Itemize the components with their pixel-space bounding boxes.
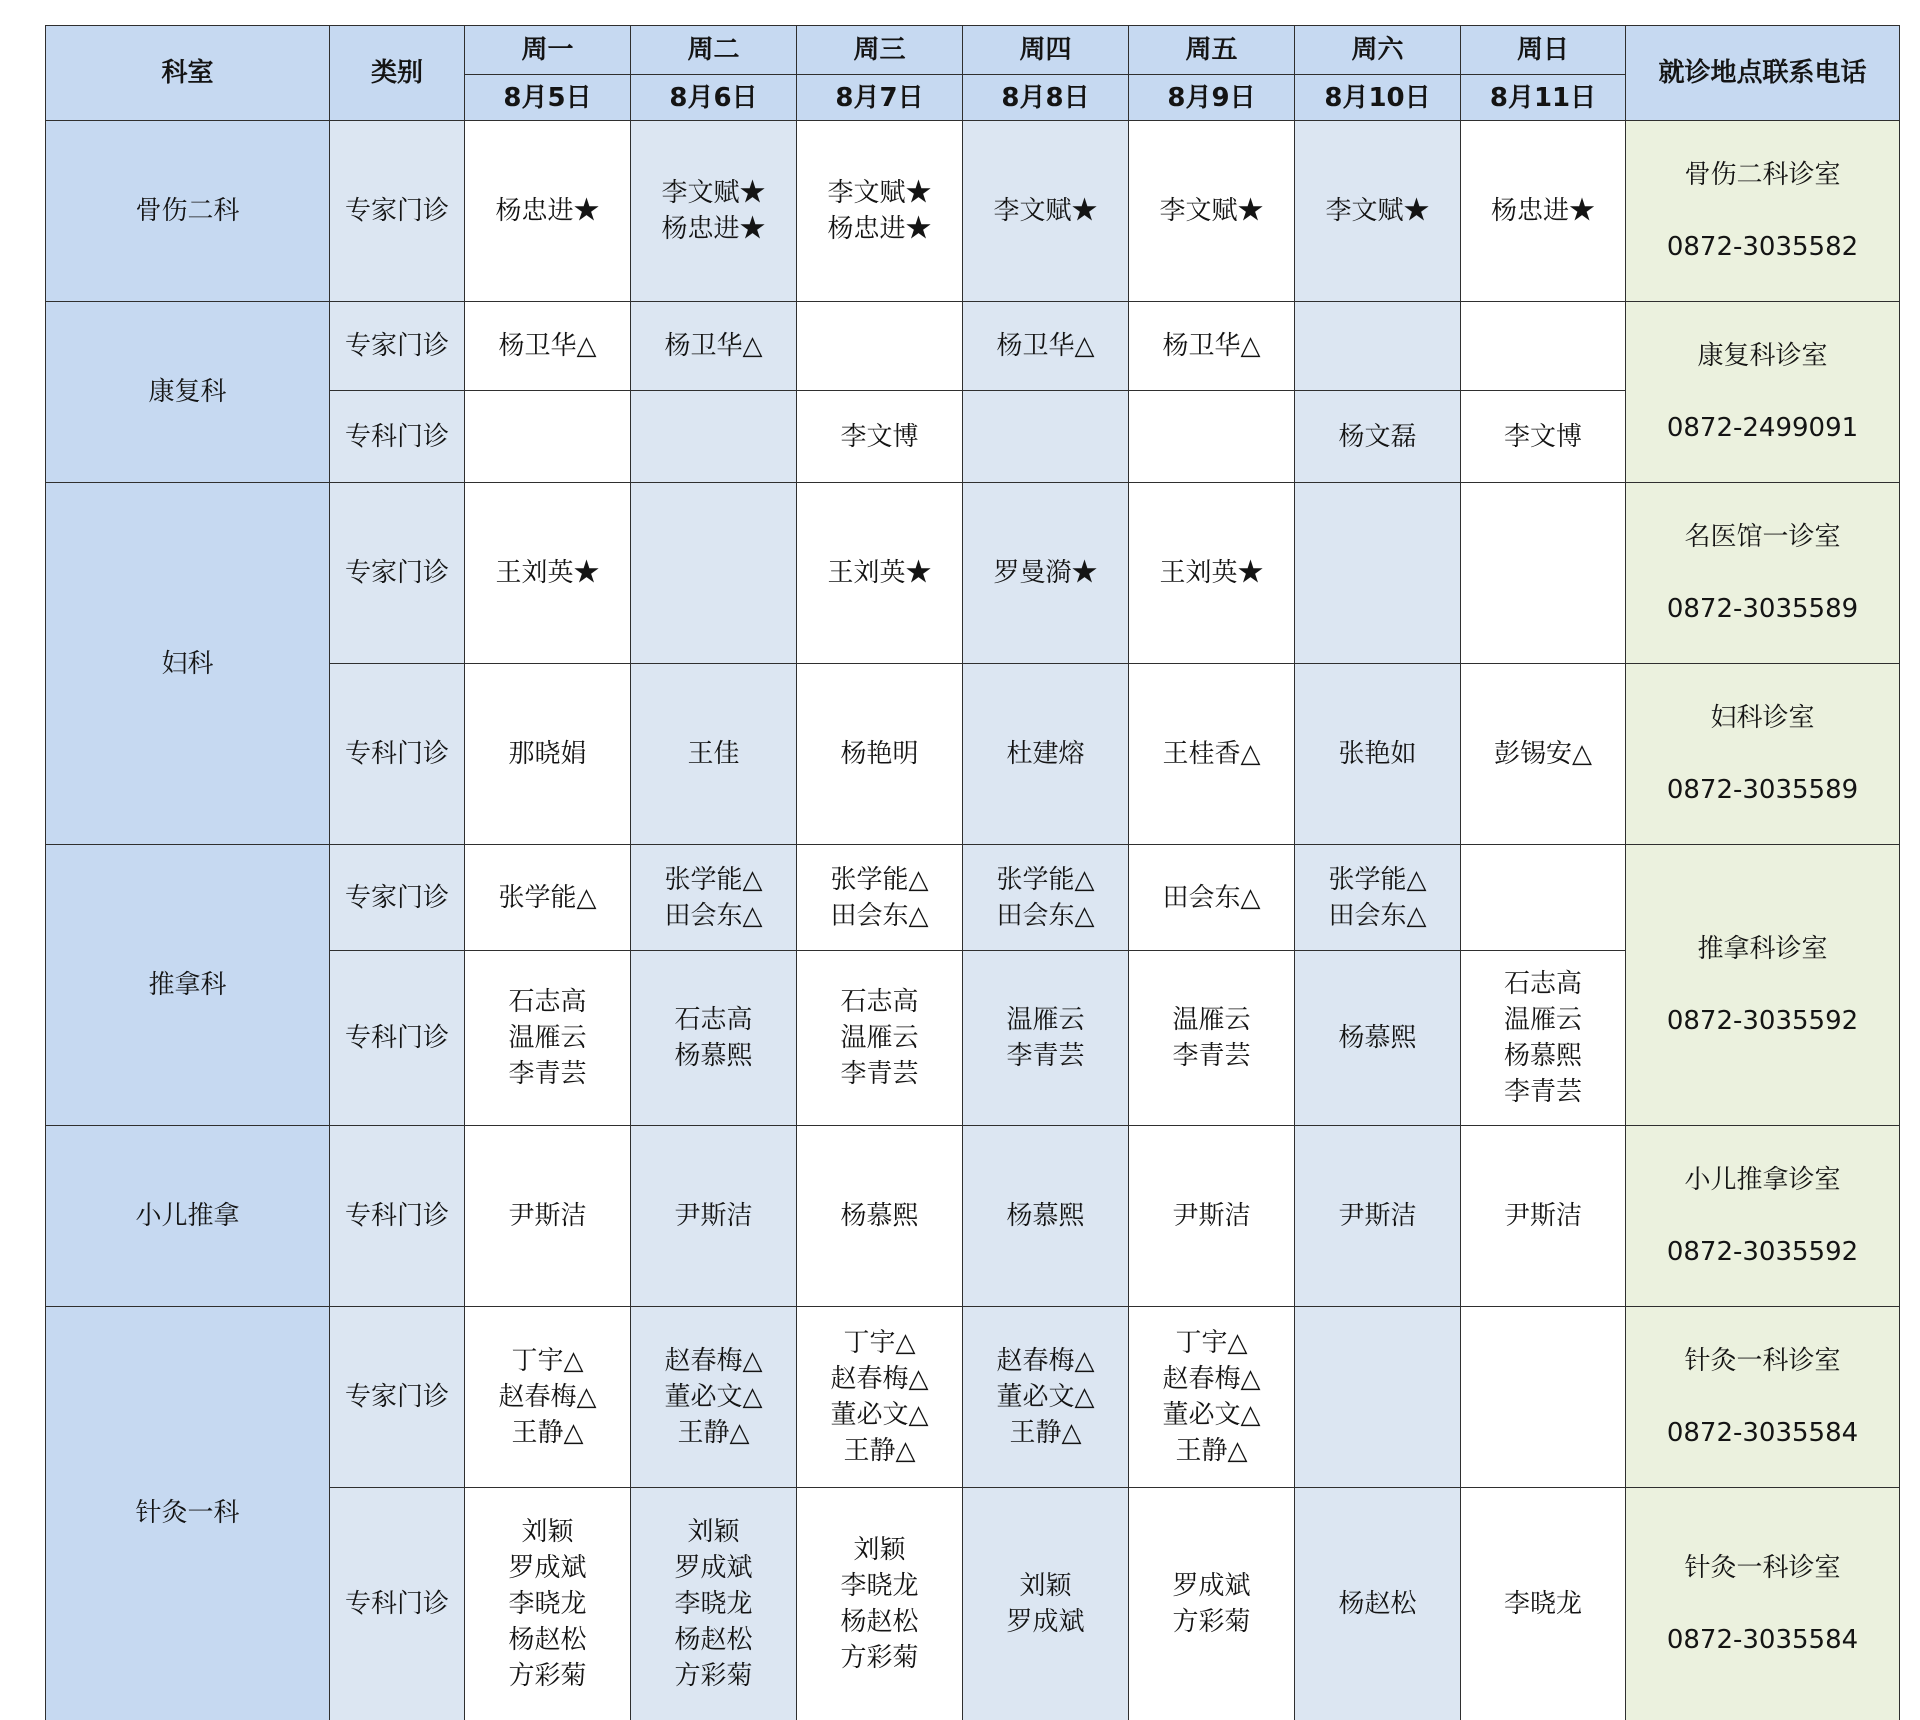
department-name: 针灸一科 [46, 1307, 330, 1720]
phone-number: 0872-3035592 [1666, 1237, 1859, 1267]
department-name: 康复科 [46, 302, 330, 483]
header-date: 8月11日 [1461, 75, 1626, 121]
duty-doctors-sun [1461, 302, 1626, 391]
duty-doctors-thu: 张学能△ 田会东△ [963, 845, 1129, 951]
phone-number: 0872-2499091 [1666, 413, 1859, 443]
duty-doctors-fri: 罗成斌 方彩菊 [1129, 1488, 1295, 1720]
duty-doctors-tue: 刘颖 罗成斌 李晓龙 杨赵松 方彩菊 [631, 1488, 797, 1720]
duty-doctors-sun [1461, 845, 1626, 951]
header-date: 8月7日 [797, 75, 963, 121]
duty-doctors-wed: 刘颖 李晓龙 杨赵松 方彩菊 [797, 1488, 963, 1720]
duty-doctors-wed: 李文赋★ 杨忠进★ [797, 121, 963, 302]
duty-doctors-fri: 田会东△ [1129, 845, 1295, 951]
header-date: 8月10日 [1295, 75, 1461, 121]
clinic-type: 专科门诊 [330, 1126, 465, 1307]
duty-doctors-sat: 尹斯洁 [1295, 1126, 1461, 1307]
duty-doctors-mon: 王刘英★ [465, 483, 631, 664]
table-row [46, 483, 1900, 664]
duty-doctors-mon: 那晓娟 [465, 664, 631, 845]
contact-cell [1626, 664, 1900, 845]
phone-number: 0872-3035589 [1666, 775, 1859, 805]
table-row [46, 302, 1900, 391]
duty-doctors-mon [465, 391, 631, 483]
duty-doctors-mon: 石志高 温雁云 李青芸 [465, 951, 631, 1126]
header-weekday: 周二 [631, 26, 797, 75]
department-name: 推拿科 [46, 845, 330, 1126]
duty-doctors-mon: 刘颖 罗成斌 李晓龙 杨赵松 方彩菊 [465, 1488, 631, 1720]
duty-doctors-tue: 石志高 杨慕熙 [631, 951, 797, 1126]
table-row [46, 121, 1900, 302]
contact-cell [1626, 845, 1900, 1126]
duty-doctors-wed: 石志高 温雁云 李青芸 [797, 951, 963, 1126]
clinic-type: 专科门诊 [330, 1488, 465, 1720]
contact-cell [1626, 1126, 1900, 1307]
duty-doctors-sun: 尹斯洁 [1461, 1126, 1626, 1307]
duty-doctors-sat [1295, 1307, 1461, 1488]
department-name: 妇科 [46, 483, 330, 845]
table-row [46, 1307, 1900, 1488]
header-weekday: 周一 [465, 26, 631, 75]
clinic-type: 专家门诊 [330, 483, 465, 664]
duty-doctors-mon: 尹斯洁 [465, 1126, 631, 1307]
clinic-room: 针灸一科诊室 [1684, 1552, 1841, 1583]
duty-doctors-sat: 李文赋★ [1295, 121, 1461, 302]
header-date: 8月5日 [465, 75, 631, 121]
table-row [46, 845, 1900, 951]
phone-number: 0872-3035584 [1666, 1418, 1859, 1448]
clinic-room: 小儿推拿诊室 [1684, 1165, 1841, 1195]
department-name: 骨伤二科 [46, 121, 330, 302]
clinic-room: 针灸一科诊室 [1684, 1346, 1841, 1376]
clinic-room: 名医馆一诊室 [1684, 522, 1841, 552]
duty-doctors-fri: 杨卫华△ [1129, 302, 1295, 391]
duty-doctors-fri: 李文赋★ [1129, 121, 1295, 302]
duty-doctors-fri: 温雁云 李青芸 [1129, 951, 1295, 1126]
duty-doctors-sat: 张艳如 [1295, 664, 1461, 845]
clinic-room: 康复科诊室 [1697, 341, 1828, 371]
header-weekday: 周四 [963, 26, 1129, 75]
duty-doctors-thu: 杨慕熙 [963, 1126, 1129, 1307]
duty-doctors-thu: 罗曼漪★ [963, 483, 1129, 664]
duty-doctors-tue [631, 391, 797, 483]
phone-number: 0872-3035584 [1666, 1624, 1859, 1655]
duty-doctors-sun: 杨忠进★ [1461, 121, 1626, 302]
duty-doctors-mon: 丁宇△ 赵春梅△ 王静△ [465, 1307, 631, 1488]
clinic-type: 专家门诊 [330, 845, 465, 951]
duty-doctors-thu: 赵春梅△ 董必文△ 王静△ [963, 1307, 1129, 1488]
duty-doctors-wed: 杨慕熙 [797, 1126, 963, 1307]
duty-doctors-wed: 王刘英★ [797, 483, 963, 664]
duty-doctors-fri: 王刘英★ [1129, 483, 1295, 664]
duty-doctors-wed: 丁宇△ 赵春梅△ 董必文△ 王静△ [797, 1307, 963, 1488]
duty-doctors-fri: 王桂香△ [1129, 664, 1295, 845]
duty-doctors-fri: 丁宇△ 赵春梅△ 董必文△ 王静△ [1129, 1307, 1295, 1488]
header-weekday: 周三 [797, 26, 963, 75]
duty-doctors-tue: 赵春梅△ 董必文△ 王静△ [631, 1307, 797, 1488]
duty-doctors-fri [1129, 391, 1295, 483]
duty-doctors-sun: 李晓龙 [1461, 1488, 1626, 1720]
duty-doctors-tue: 李文赋★ 杨忠进★ [631, 121, 797, 302]
duty-doctors-thu: 温雁云 李青芸 [963, 951, 1129, 1126]
header-weekday: 周六 [1295, 26, 1461, 75]
duty-doctors-wed: 张学能△ 田会东△ [797, 845, 963, 951]
clinic-type: 专家门诊 [330, 302, 465, 391]
duty-doctors-sun: 石志高 温雁云 杨慕熙 李青芸 [1461, 951, 1626, 1126]
phone-number: 0872-3035592 [1666, 1006, 1859, 1036]
duty-doctors-sat [1295, 302, 1461, 391]
duty-doctors-tue: 王佳 [631, 664, 797, 845]
header-row-weekdays [46, 26, 1900, 75]
header-type: 类别 [330, 26, 465, 121]
department-name: 小儿推拿 [46, 1126, 330, 1307]
clinic-type: 专科门诊 [330, 951, 465, 1126]
header-date: 8月6日 [631, 75, 797, 121]
clinic-type: 专家门诊 [330, 1307, 465, 1488]
clinic-schedule-table [45, 25, 1900, 1720]
contact-cell [1626, 1488, 1900, 1720]
clinic-room: 推拿科诊室 [1697, 934, 1828, 964]
clinic-room: 妇科诊室 [1710, 703, 1815, 733]
clinic-type: 专科门诊 [330, 664, 465, 845]
duty-doctors-mon: 杨忠进★ [465, 121, 631, 302]
duty-doctors-sat: 杨慕熙 [1295, 951, 1461, 1126]
duty-doctors-tue: 尹斯洁 [631, 1126, 797, 1307]
duty-doctors-sat: 杨文磊 [1295, 391, 1461, 483]
duty-doctors-sun [1461, 1307, 1626, 1488]
duty-doctors-wed: 杨艳明 [797, 664, 963, 845]
duty-doctors-sat: 张学能△ 田会东△ [1295, 845, 1461, 951]
duty-doctors-mon: 张学能△ [465, 845, 631, 951]
duty-doctors-wed [797, 302, 963, 391]
contact-cell [1626, 302, 1900, 483]
duty-doctors-sun [1461, 483, 1626, 664]
contact-cell [1626, 121, 1900, 302]
duty-doctors-thu: 李文赋★ [963, 121, 1129, 302]
duty-doctors-sat: 杨赵松 [1295, 1488, 1461, 1720]
phone-number: 0872-3035582 [1666, 232, 1859, 262]
contact-cell [1626, 483, 1900, 664]
duty-doctors-tue: 杨卫华△ [631, 302, 797, 391]
duty-doctors-thu [963, 391, 1129, 483]
duty-doctors-thu: 杨卫华△ [963, 302, 1129, 391]
duty-doctors-thu: 刘颖 罗成斌 [963, 1488, 1129, 1720]
duty-doctors-thu: 杜建熔 [963, 664, 1129, 845]
clinic-type: 专科门诊 [330, 391, 465, 483]
duty-doctors-tue: 张学能△ 田会东△ [631, 845, 797, 951]
clinic-type: 专家门诊 [330, 121, 465, 302]
header-department: 科室 [46, 26, 330, 121]
contact-cell [1626, 1307, 1900, 1488]
duty-doctors-sun: 彭锡安△ [1461, 664, 1626, 845]
header-date: 8月8日 [963, 75, 1129, 121]
header-contact: 就诊地点联系电话 [1626, 26, 1900, 121]
phone-number: 0872-3035589 [1666, 594, 1859, 624]
duty-doctors-sun: 李文博 [1461, 391, 1626, 483]
header-weekday: 周五 [1129, 26, 1295, 75]
duty-doctors-mon: 杨卫华△ [465, 302, 631, 391]
header-weekday: 周日 [1461, 26, 1626, 75]
header-date: 8月9日 [1129, 75, 1295, 121]
duty-doctors-sat [1295, 483, 1461, 664]
table-row [46, 1126, 1900, 1307]
duty-doctors-wed: 李文博 [797, 391, 963, 483]
duty-doctors-tue [631, 483, 797, 664]
clinic-room: 骨伤二科诊室 [1684, 160, 1841, 190]
duty-doctors-fri: 尹斯洁 [1129, 1126, 1295, 1307]
